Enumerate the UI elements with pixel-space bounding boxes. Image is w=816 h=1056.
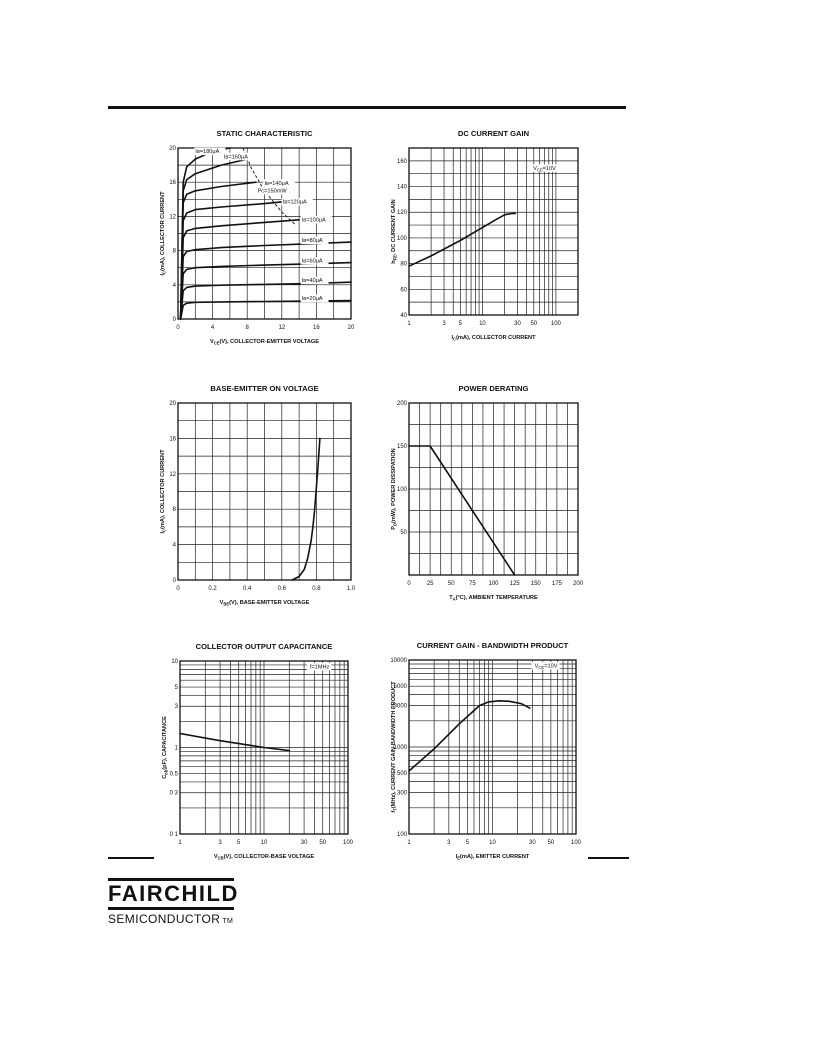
x-tick-label: 30 <box>514 321 521 327</box>
chart-ft <box>390 641 581 861</box>
logo-subtitle <box>108 912 248 926</box>
chart-title: COLLECTOR OUTPUT CAPACITANCE <box>195 642 333 651</box>
x-tick-label: 100 <box>342 840 354 846</box>
annotation-label: $V_{CE}=10V$ <box>534 663 558 670</box>
x-tick-label: 1 <box>178 840 182 846</box>
y-tick-label: 16 <box>169 436 176 443</box>
chart-static <box>160 129 355 346</box>
y-tick-label: 10000 <box>390 658 407 664</box>
chart-title: POWER DERATING <box>458 384 529 393</box>
fairchild-logo <box>108 876 248 926</box>
annotation-label: Iʙ=60μA <box>301 258 323 265</box>
grid <box>409 660 576 834</box>
series-line-1 <box>181 301 351 319</box>
annotation-label: $V_{CE}=10V$ <box>533 165 556 173</box>
x-tick-label: 1 <box>407 321 411 327</box>
series-line-8 <box>181 159 248 319</box>
y-tick-label: 8 <box>172 248 176 255</box>
y-tick-label: 0.5 <box>169 771 178 778</box>
logo-sub-text: SEMICONDUCTOR <box>108 912 221 926</box>
x-tick-label: 0 <box>176 586 180 592</box>
y-tick-label: 140 <box>396 184 407 191</box>
y-tick-label: 16 <box>169 180 176 187</box>
y-tick-label: 0 3 <box>169 790 178 797</box>
grid <box>409 148 578 315</box>
y-axis-label: $I_C(mA)$, COLLECTOR CURRENT <box>160 449 167 534</box>
x-axis-label: $V_{CB}(V)$, COLLECTOR-BASE VOLTAGE <box>213 854 315 861</box>
x-axis-label: $I_C(mA)$, COLLECTOR CURRENT <box>451 335 536 342</box>
series-line-1 <box>180 734 289 751</box>
y-tick-label: 50 <box>400 530 407 536</box>
x-tick-label: 0.2 <box>208 586 217 592</box>
y-tick-label: 200 <box>396 401 407 407</box>
chart-dcgain <box>391 129 578 342</box>
grid <box>178 403 351 580</box>
y-tick-label: 160 <box>396 158 407 165</box>
x-tick-label: 0.8 <box>312 586 321 592</box>
chart-title: CURRENT GAIN - BANDWIDTH PRODUCT <box>416 641 569 650</box>
x-tick-label: 100 <box>488 581 499 587</box>
y-tick-label: 5000 <box>393 684 407 691</box>
annotation-label: Iʙ=120μA <box>282 199 307 206</box>
grid <box>178 148 351 319</box>
x-tick-label: 3 <box>218 840 222 846</box>
y-tick-label: 300 <box>396 790 407 797</box>
x-axis-label: $T_A(^\circ C)$, AMBIENT TEMPERATURE <box>449 595 538 602</box>
x-tick-label: 4 <box>210 325 215 331</box>
y-tick-label: 3000 <box>393 703 407 710</box>
y-tick-label: 100 <box>396 832 407 838</box>
y-axis-label: $h_{FE}$, DC CURRENT GAIN <box>391 199 398 264</box>
y-tick-label: 3 <box>174 704 178 711</box>
annotation-label: Pᴄ=150mW <box>257 188 287 195</box>
x-tick-label: 10 <box>260 840 268 846</box>
x-tick-label: 5 <box>458 321 463 327</box>
annotation-label: Iʙ=180μA <box>195 149 220 156</box>
x-tick-label: 50 <box>319 840 327 846</box>
x-tick-label: 200 <box>572 581 584 587</box>
y-tick-label: 60 <box>400 287 407 294</box>
annotation-label: Iʙ=160μA <box>223 154 248 161</box>
x-tick-label: 0.6 <box>277 586 286 592</box>
y-tick-label: 80 <box>400 261 407 268</box>
y-tick-label: 40 <box>400 313 407 319</box>
y-tick-label: 120 <box>396 210 407 217</box>
y-tick-label: 12 <box>169 471 176 478</box>
y-tick-label: 0 <box>172 578 176 584</box>
x-tick-label: 30 <box>300 840 308 846</box>
x-tick-label: 150 <box>530 581 541 587</box>
y-tick-label: 4 <box>172 542 176 549</box>
logo-bar-bottom <box>108 907 234 910</box>
logo-tm: TM <box>222 918 234 925</box>
y-tick-label: 20 <box>169 146 176 152</box>
x-tick-label: 0 <box>407 581 411 587</box>
logo-name: FAIRCHILD <box>108 881 239 906</box>
x-axis-label: $V_{BE}(V)$, BASE-EMITTER VOLTAGE <box>219 600 310 607</box>
x-tick-label: 75 <box>469 581 476 587</box>
x-tick-label: 8 <box>245 325 249 331</box>
annotation-label: f=1MHz <box>309 664 330 671</box>
y-tick-label: 0 1 <box>169 832 178 838</box>
grid <box>409 403 578 575</box>
x-axis-label: $V_{CE}(V)$, COLLECTOR-EMITTER VOLTAGE <box>209 339 320 346</box>
y-tick-label: 0 <box>172 317 176 323</box>
y-tick-label: 150 <box>396 444 407 450</box>
x-tick-label: 10 <box>479 321 486 327</box>
annotation-label: Iʙ=100μA <box>301 217 326 224</box>
chart-cob <box>162 642 354 861</box>
annotation-label: Iʙ=80μA <box>301 238 323 245</box>
y-axis-label: $f_T(MHz)$, CURRENT GAIN-BANDWIDTH PRODUCT <box>391 681 398 813</box>
chart-title: BASE-EMITTER ON VOLTAGE <box>210 384 319 393</box>
x-tick-label: 5 <box>465 840 470 846</box>
y-tick-label: 4 <box>172 282 176 289</box>
y-tick-label: 12 <box>169 214 176 221</box>
x-tick-label: 5 <box>237 840 241 846</box>
y-tick-label: 1000 <box>393 745 407 751</box>
series-line-5 <box>181 220 300 319</box>
x-tick-label: 1 <box>407 840 411 846</box>
y-tick-label: 10 <box>171 659 178 665</box>
x-tick-label: 125 <box>509 581 520 587</box>
y-tick-label: 1 <box>174 745 178 752</box>
chart-derating <box>391 384 584 602</box>
y-axis-label: $I_C(mA)$, COLLECTOR CURRENT <box>160 191 167 276</box>
y-tick-label: 100 <box>396 487 407 493</box>
chart-title: STATIC CHARACTERISTIC <box>216 129 313 138</box>
x-tick-label: 3 <box>447 840 451 846</box>
y-axis-label: $C_{ob}(pF)$, CAPACITANCE <box>162 716 169 779</box>
x-tick-label: 0 <box>176 325 180 331</box>
x-tick-label: 100 <box>550 321 561 327</box>
y-tick-label: 20 <box>169 401 176 407</box>
y-tick-label: 500 <box>396 771 407 778</box>
x-tick-label: 50 <box>530 321 538 327</box>
chart-title: DC CURRENT GAIN <box>457 129 530 138</box>
y-tick-label: 5 <box>174 685 178 692</box>
chart-vbe <box>160 384 356 607</box>
annotation-label: Iʙ=140μA <box>264 180 289 187</box>
x-tick-label: 16 <box>313 325 320 331</box>
x-tick-label: 50 <box>547 840 555 846</box>
x-tick-label: 25 <box>426 581 434 587</box>
x-tick-label: 10 <box>489 840 496 846</box>
x-tick-label: 1.0 <box>346 586 356 592</box>
x-tick-label: 3 <box>442 321 446 327</box>
x-tick-label: 30 <box>528 840 536 846</box>
x-tick-label: 175 <box>551 581 562 587</box>
x-tick-label: 20 <box>347 325 355 331</box>
y-tick-label: 8 <box>172 507 176 514</box>
x-axis-label: $I_E(mA)$, EMITTER CURRENT <box>455 854 530 861</box>
x-tick-label: 0.4 <box>243 586 252 592</box>
x-tick-label: 100 <box>570 840 582 846</box>
series-line-3 <box>181 263 351 319</box>
annotation-label: Iʙ=40μA <box>301 278 323 285</box>
y-tick-label: 100 <box>396 235 407 242</box>
x-tick-label: 12 <box>278 325 286 331</box>
y-axis-label: $P_D(mW)$, POWER DISSIPATION <box>391 448 398 530</box>
annotation-label: Iʙ=20μA <box>301 296 323 303</box>
x-tick-label: 50 <box>447 581 455 587</box>
series-line-1 <box>409 214 515 267</box>
